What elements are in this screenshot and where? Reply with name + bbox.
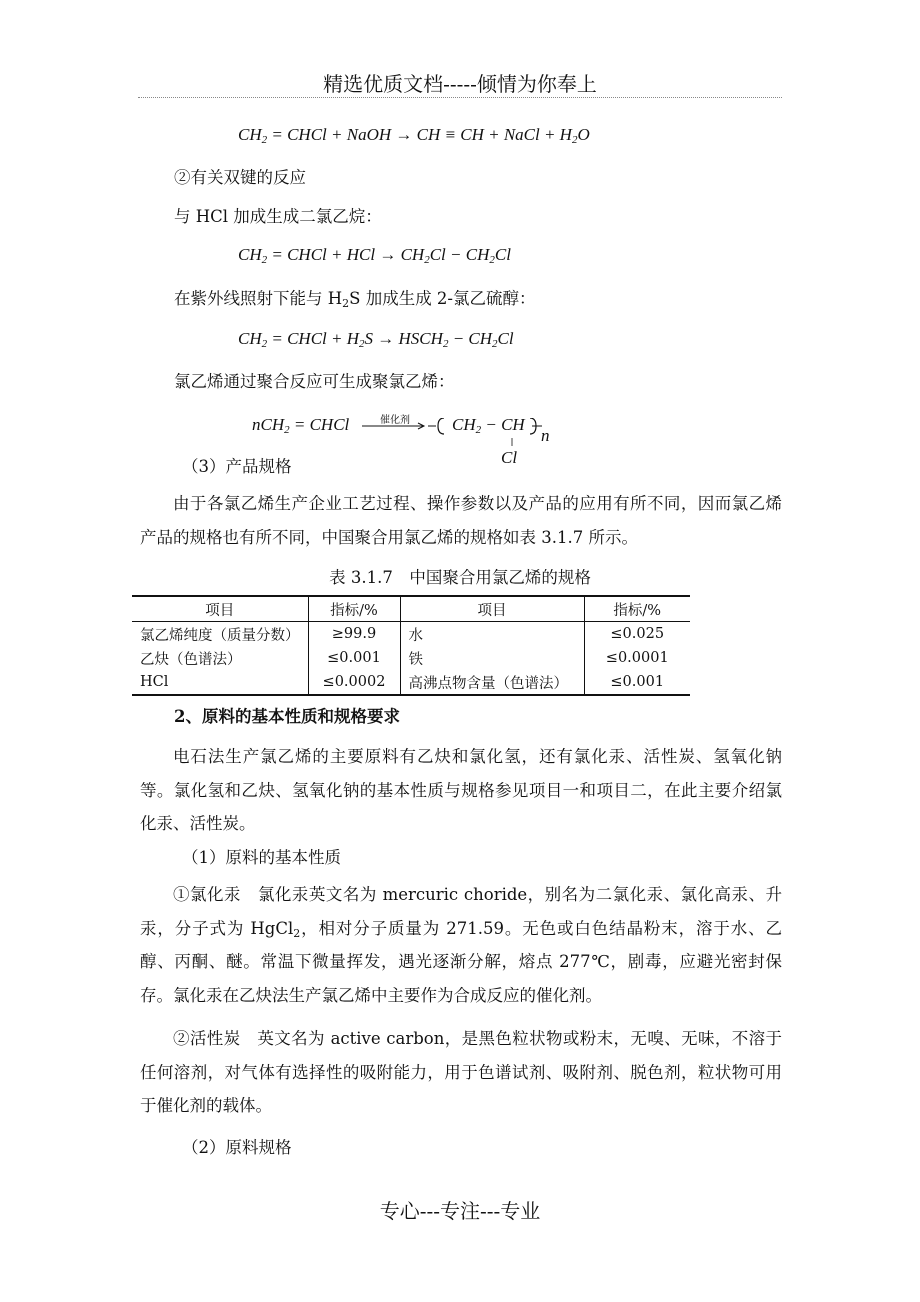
table-cell: HCl xyxy=(132,670,308,695)
equation-hcl-addition: $CH_2$ = CHCl + HCl → $CH_2Cl - CH_2Cl$ xyxy=(238,245,511,266)
table-header-row xyxy=(132,596,690,622)
double-bond-heading: ②有关双键的反应 xyxy=(174,168,306,187)
table-cell: ≤0.001 xyxy=(584,670,690,695)
table-cell: ≤0.0002 xyxy=(308,670,400,695)
table-header-cell: 指标/% xyxy=(308,596,400,622)
table-cell: 水 xyxy=(400,622,584,647)
equation-vinyl-chloride-naoh: $CH_2$ = CHCl + NaOH → CH ≡ CH + NaCl + $H_2O$ xyxy=(238,125,590,146)
raw-material-paragraph: 电石法生产氯乙烯的主要原料有乙炔和氯化氢，还有氯化汞、活性炭、氢氧化钠等。氯化氢和乙炔、氢氧化钠的基本性质与规格参见项目一和项目二，在此主要介绍氯化汞、活性炭。 xyxy=(140,747,782,833)
table-cell: ≤0.025 xyxy=(610,626,665,642)
table-header-cell: 项目 xyxy=(132,596,308,622)
table-header-cell: 指标/% xyxy=(584,596,690,622)
raw-material-spec-heading: （2）原料规格 xyxy=(182,1138,292,1157)
basic-properties-heading: （1）原料的基本性质 xyxy=(182,848,341,867)
polymer-subscript-n: n xyxy=(541,426,550,445)
equation-h2s-addition: $CH_2$ = CHCl + $H_2S$ → $HSCH_2 - CH_2Cl$ xyxy=(238,329,514,350)
table-cell: 氯乙烯纯度（质量分数） xyxy=(132,622,308,647)
table-cell: 高沸点物含量（色谱法） xyxy=(400,670,584,695)
page-header: 精选优质文档-----倾情为你奉上 xyxy=(323,72,597,96)
table-cell: ≥99.9 xyxy=(308,622,400,647)
table-header-cell: 项目 xyxy=(400,596,584,622)
h2s-addition-text: 在紫外线照射下能与 $H_2S$ 加成生成 2-氯乙硫醇： xyxy=(174,289,536,310)
header-divider xyxy=(138,97,782,98)
table-caption: 表 3.1.7 中国聚合用氯乙烯的规格 xyxy=(329,568,591,587)
table-row xyxy=(132,646,690,670)
table-cell: ≤0.0001 xyxy=(605,650,669,666)
left-bracket xyxy=(438,418,444,434)
table-cell: 铁 xyxy=(400,646,584,670)
hcl-addition-text: 与 HCl 加成生成二氯乙烷： xyxy=(174,207,382,226)
table-row xyxy=(132,670,690,695)
raw-material-heading: 2、原料的基本性质和规格要求 xyxy=(174,707,400,726)
product-spec-paragraph: 由于各氯乙烯生产企业工艺过程、操作参数以及产品的应用有所不同，因而氯乙烯产品的规格也有所不同，中国聚合用氯乙烯的规格如表 3.1.7 所示。 xyxy=(140,494,782,547)
mercuric-chloride-paragraph: ①氯化汞 氯化汞英文名为 mercuric choride，别名为二氯化汞、氯化高汞、升汞，分子式为 HgCl$_2$，相对分子质量为 271.59。无色或白色结晶粉末，溶于水、乙醇、丙酮、醚。常温下微量挥发，遇光逐渐分解，熔点 277℃，剧毒，应避光密封保存。氯化汞在乙炔法生产氯乙烯中主要作为合成反应的催化剂。 xyxy=(140,885,782,1005)
specification-table xyxy=(132,595,690,696)
catalyst-label: 催化剂 xyxy=(380,415,410,426)
polymer-repeat-unit: $CH_2$ − CH xyxy=(452,415,525,436)
section-3-heading: （3）产品规格 xyxy=(182,457,292,476)
table-cell: 乙炔（色谱法） xyxy=(132,646,308,670)
polymerization-text: 氯乙烯通过聚合反应可生成聚氯乙烯： xyxy=(174,372,455,391)
table-row xyxy=(132,622,690,647)
polymer-lhs: nCH$_2$ = CHCl xyxy=(252,415,350,436)
page-footer: 专心---专注---专业 xyxy=(379,1199,541,1223)
polymer-chlorine: Cl xyxy=(501,448,518,467)
activated-carbon-paragraph: ②活性炭 英文名为 active carbon，是黑色粒状物或粉末，无嗅、无味，不溶于任何溶剂，对气体有选择性的吸附能力，用于色谱试剂、吸附剂、脱色剂，粒状物可用于催化剂的载体。 xyxy=(140,1029,782,1115)
table-cell: ≤0.001 xyxy=(308,646,400,670)
